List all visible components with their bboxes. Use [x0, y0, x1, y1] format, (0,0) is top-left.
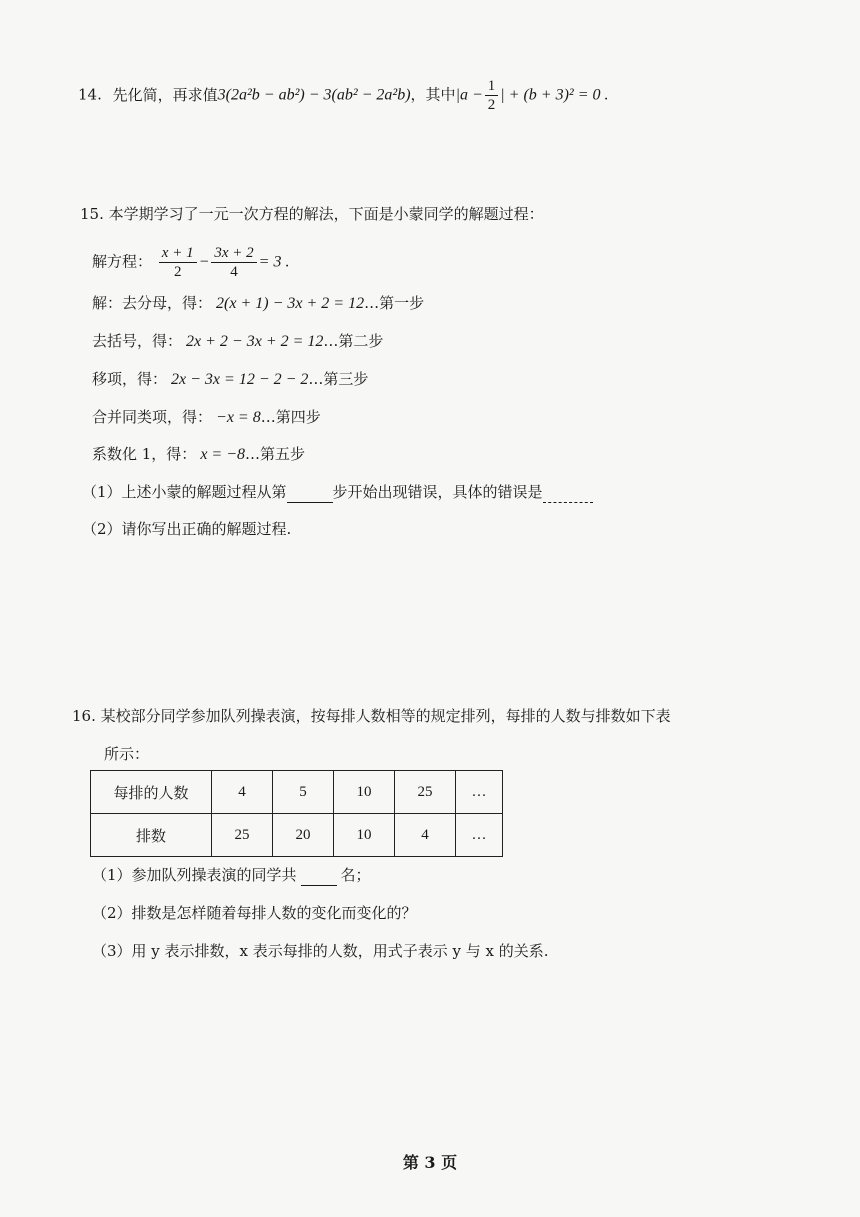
table-header-cell: 排数	[91, 814, 212, 857]
q15-step-4	[92, 406, 321, 429]
sub1-text-b: 步开始出现错误，具体的错误是	[332, 483, 543, 501]
table-cell: 4	[395, 814, 456, 857]
table-cell: 20	[273, 814, 334, 857]
q15-minus: −	[198, 253, 210, 271]
q16-sub-question-3: （3）用 y 表示排数，x 表示每排的人数，用式子表示 y 与 x 的关系.	[92, 942, 549, 960]
q14-expression: 3(2a²b − ab²) − 3(ab² − 2a²b)	[217, 86, 411, 104]
step-tag: …第二步	[323, 332, 384, 350]
q15-sub-question-1	[82, 481, 593, 503]
q14-condition-post: | + (b + 3)² = 0 .	[500, 86, 609, 104]
answer-blank-step[interactable]	[287, 486, 333, 503]
table-cell: …	[456, 771, 503, 814]
q14-condition-pre: |a −	[455, 86, 483, 104]
step-label: 系数化 1，得：	[92, 445, 197, 463]
q15-sub-question-2: （2）请你写出正确的解题过程.	[82, 520, 292, 538]
table-cell: 25	[212, 814, 273, 857]
step-tag: …第五步	[245, 445, 306, 463]
q14-label: 14.	[78, 85, 102, 104]
step-label: 解：去分母，得：	[92, 294, 213, 312]
question-16-intro: 16. 某校部分同学参加队列操表演，按每排人数相等的规定排列，每排的人数与排数如下表	[72, 707, 671, 725]
step-label: 去括号，得：	[92, 332, 183, 350]
q15-fraction-2	[211, 244, 256, 281]
sub1-text-a: （1）参加队列操表演的同学共	[92, 866, 297, 884]
step-label: 移项，得：	[92, 370, 168, 388]
fraction-numerator: x + 1	[159, 244, 197, 263]
question-16-intro-cont: 所示：	[104, 745, 150, 763]
q15-step-2	[92, 330, 383, 353]
step-tag: …第四步	[260, 408, 321, 426]
question-14	[78, 77, 609, 114]
step-equation: −x = 8	[216, 409, 261, 426]
table-cell: 10	[334, 814, 395, 857]
table-cell: 10	[334, 771, 395, 814]
fraction-numerator: 1	[485, 77, 499, 96]
table-header-cell: 每排的人数	[91, 771, 212, 814]
table-row	[91, 771, 503, 814]
fraction-denominator: 4	[230, 264, 238, 280]
page-number: 第 3 页	[402, 1153, 458, 1172]
q15-rhs: = 3 .	[258, 253, 290, 271]
step-equation: 2(x + 1) − 3x + 2 = 12	[216, 295, 365, 312]
step-equation: x = −8	[200, 446, 246, 463]
q14-text-b: ，其中	[410, 85, 456, 104]
q15-equation-label: 解方程：	[92, 252, 153, 271]
q15-step-5	[92, 443, 305, 466]
sub1-text-a: （1）上述小蒙的解题过程从第	[82, 483, 287, 501]
q14-condition-fraction	[485, 77, 499, 114]
step-tag: …第一步	[364, 294, 425, 312]
table-cell: …	[456, 814, 503, 857]
q15-fraction-1	[159, 244, 197, 281]
q15-step-1	[92, 292, 424, 315]
answer-blank-count[interactable]	[301, 869, 337, 886]
answer-blank-error[interactable]	[543, 486, 593, 503]
step-label: 合并同类项，得：	[92, 408, 213, 426]
table-cell: 5	[273, 771, 334, 814]
q16-table	[90, 770, 503, 857]
table-row	[91, 814, 503, 857]
step-tag: …第三步	[308, 370, 369, 388]
fraction-numerator: 3x + 2	[211, 244, 256, 263]
q15-step-3	[92, 368, 368, 391]
question-15-intro: 15. 本学期学习了一元一次方程的解法，下面是小蒙同学的解题过程：	[80, 205, 544, 223]
sub1-text-b: 名；	[340, 866, 371, 884]
q16-sub-question-1	[92, 864, 371, 886]
table-cell: 4	[212, 771, 273, 814]
step-equation: 2x − 3x = 12 − 2 − 2	[171, 371, 309, 388]
fraction-denominator: 2	[173, 264, 182, 280]
step-equation: 2x + 2 − 3x + 2 = 12	[186, 333, 324, 350]
q15-equation	[92, 244, 289, 281]
fraction-denominator: 2	[487, 97, 496, 113]
q14-text-a: 先化简，再求值	[112, 85, 218, 104]
q16-sub-question-2: （2）排数是怎样随着每排人数的变化而变化的？	[92, 904, 417, 922]
table-cell: 25	[395, 771, 456, 814]
